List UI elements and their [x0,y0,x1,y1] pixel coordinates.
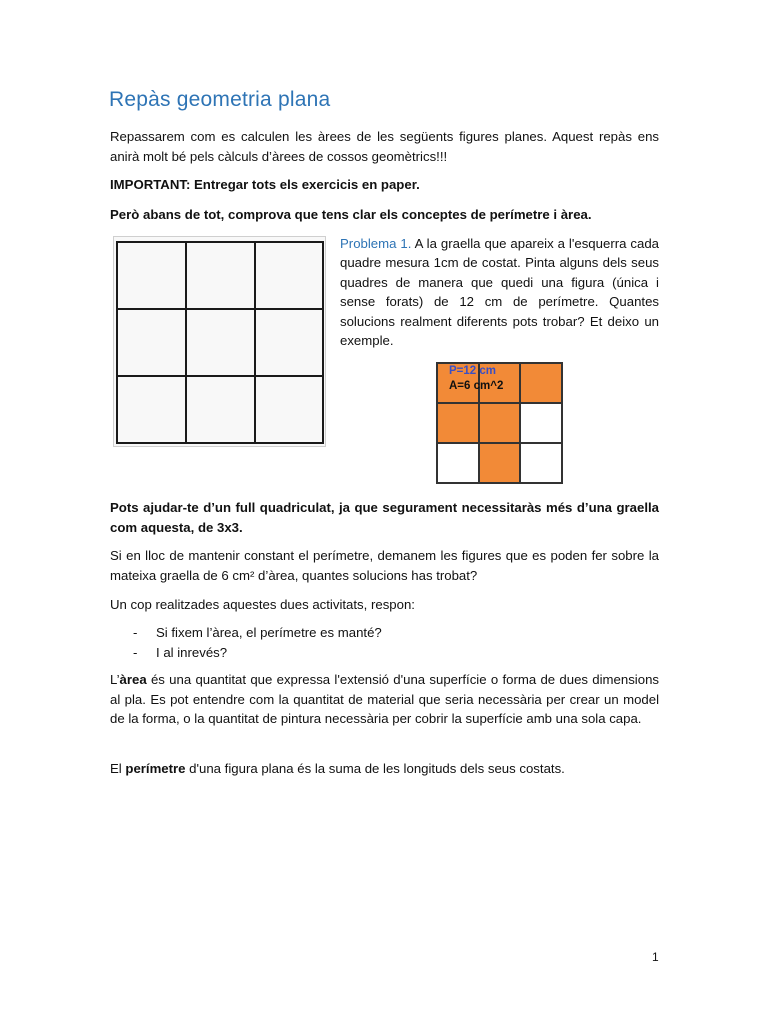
example-labels [449,364,503,394]
grid-cell-filled [479,443,521,483]
list-item: - I al inrevés? [133,644,228,660]
grid-cell-filled [437,403,479,443]
important-note: IMPORTANT: Entregar tots els exercicis en paper. [110,177,420,192]
area-question-paragraph: Si en lloc de mantenir constant el perímetre, demanem les figures que es poden fer sobre la mateixa graella de 6 cm² d’àrea, quantes solucions has trobat? [110,548,659,583]
problem-1-label: Problema 1. [340,236,412,251]
perimeter-term: perímetre [125,761,186,776]
page-title: Repàs geometria plana [109,88,331,111]
problem-1-body: A la graella que apareix a l'esquerra cada quadre mesura 1cm de costat. Pinta alguns dels seus quadres de manera que quedi una figura (única i sense forats) de 12 cm de perímetre. Quantes solucions realment diferents pots trobar? Et deixo un exemple. [340,236,659,349]
intro-paragraph: Repassarem com es calculen les àrees de les següents figures planes. Aquest repàs ens anirà molt bé pels càlculs d’àrees de cossos geomètrics!!! [110,129,659,164]
perimeter-definition: El perímetre d'una figura plana és la suma de les longituds dels seus costats. [110,761,565,776]
question-list [133,623,382,662]
concepts-note: Però abans de tot, comprova que tens clar els conceptes de perímetre i àrea. [110,207,592,222]
grid-cell-filled [520,363,562,403]
grid-cell-filled [479,403,521,443]
tip-paragraph: Pots ajudar-te d’un full quadriculat, ja que segurament necessitaràs més d’una graella com aquesta, de 3x3. [110,500,659,535]
example-area-label: A=6 cm^2 [449,380,504,392]
example-perimeter-label: P=12 cm [449,365,496,377]
problem-1-text [340,234,659,350]
area-definition: L’àrea és una quantitat que expressa l'extensió d'una superfície o forma de dues dimensions al pla. Es pot entendre com la quantitat de material que seria necessària per crear un model de la forma, o la quantitat de pintura necessària per cobrir la superfície amb una sola capa. [110,672,659,726]
list-item: - Si fixem l’àrea, el perímetre es manté? [133,625,382,640]
grid-cell-empty [520,443,562,483]
page-number: 1 [652,950,659,964]
respond-paragraph: Un cop realitzades aquestes dues activitats, respon: [110,597,415,612]
empty-grid-3x3 [113,236,326,447]
grid-cell-empty [437,443,479,483]
grid-cell-empty [520,403,562,443]
area-term: àrea [119,672,147,687]
